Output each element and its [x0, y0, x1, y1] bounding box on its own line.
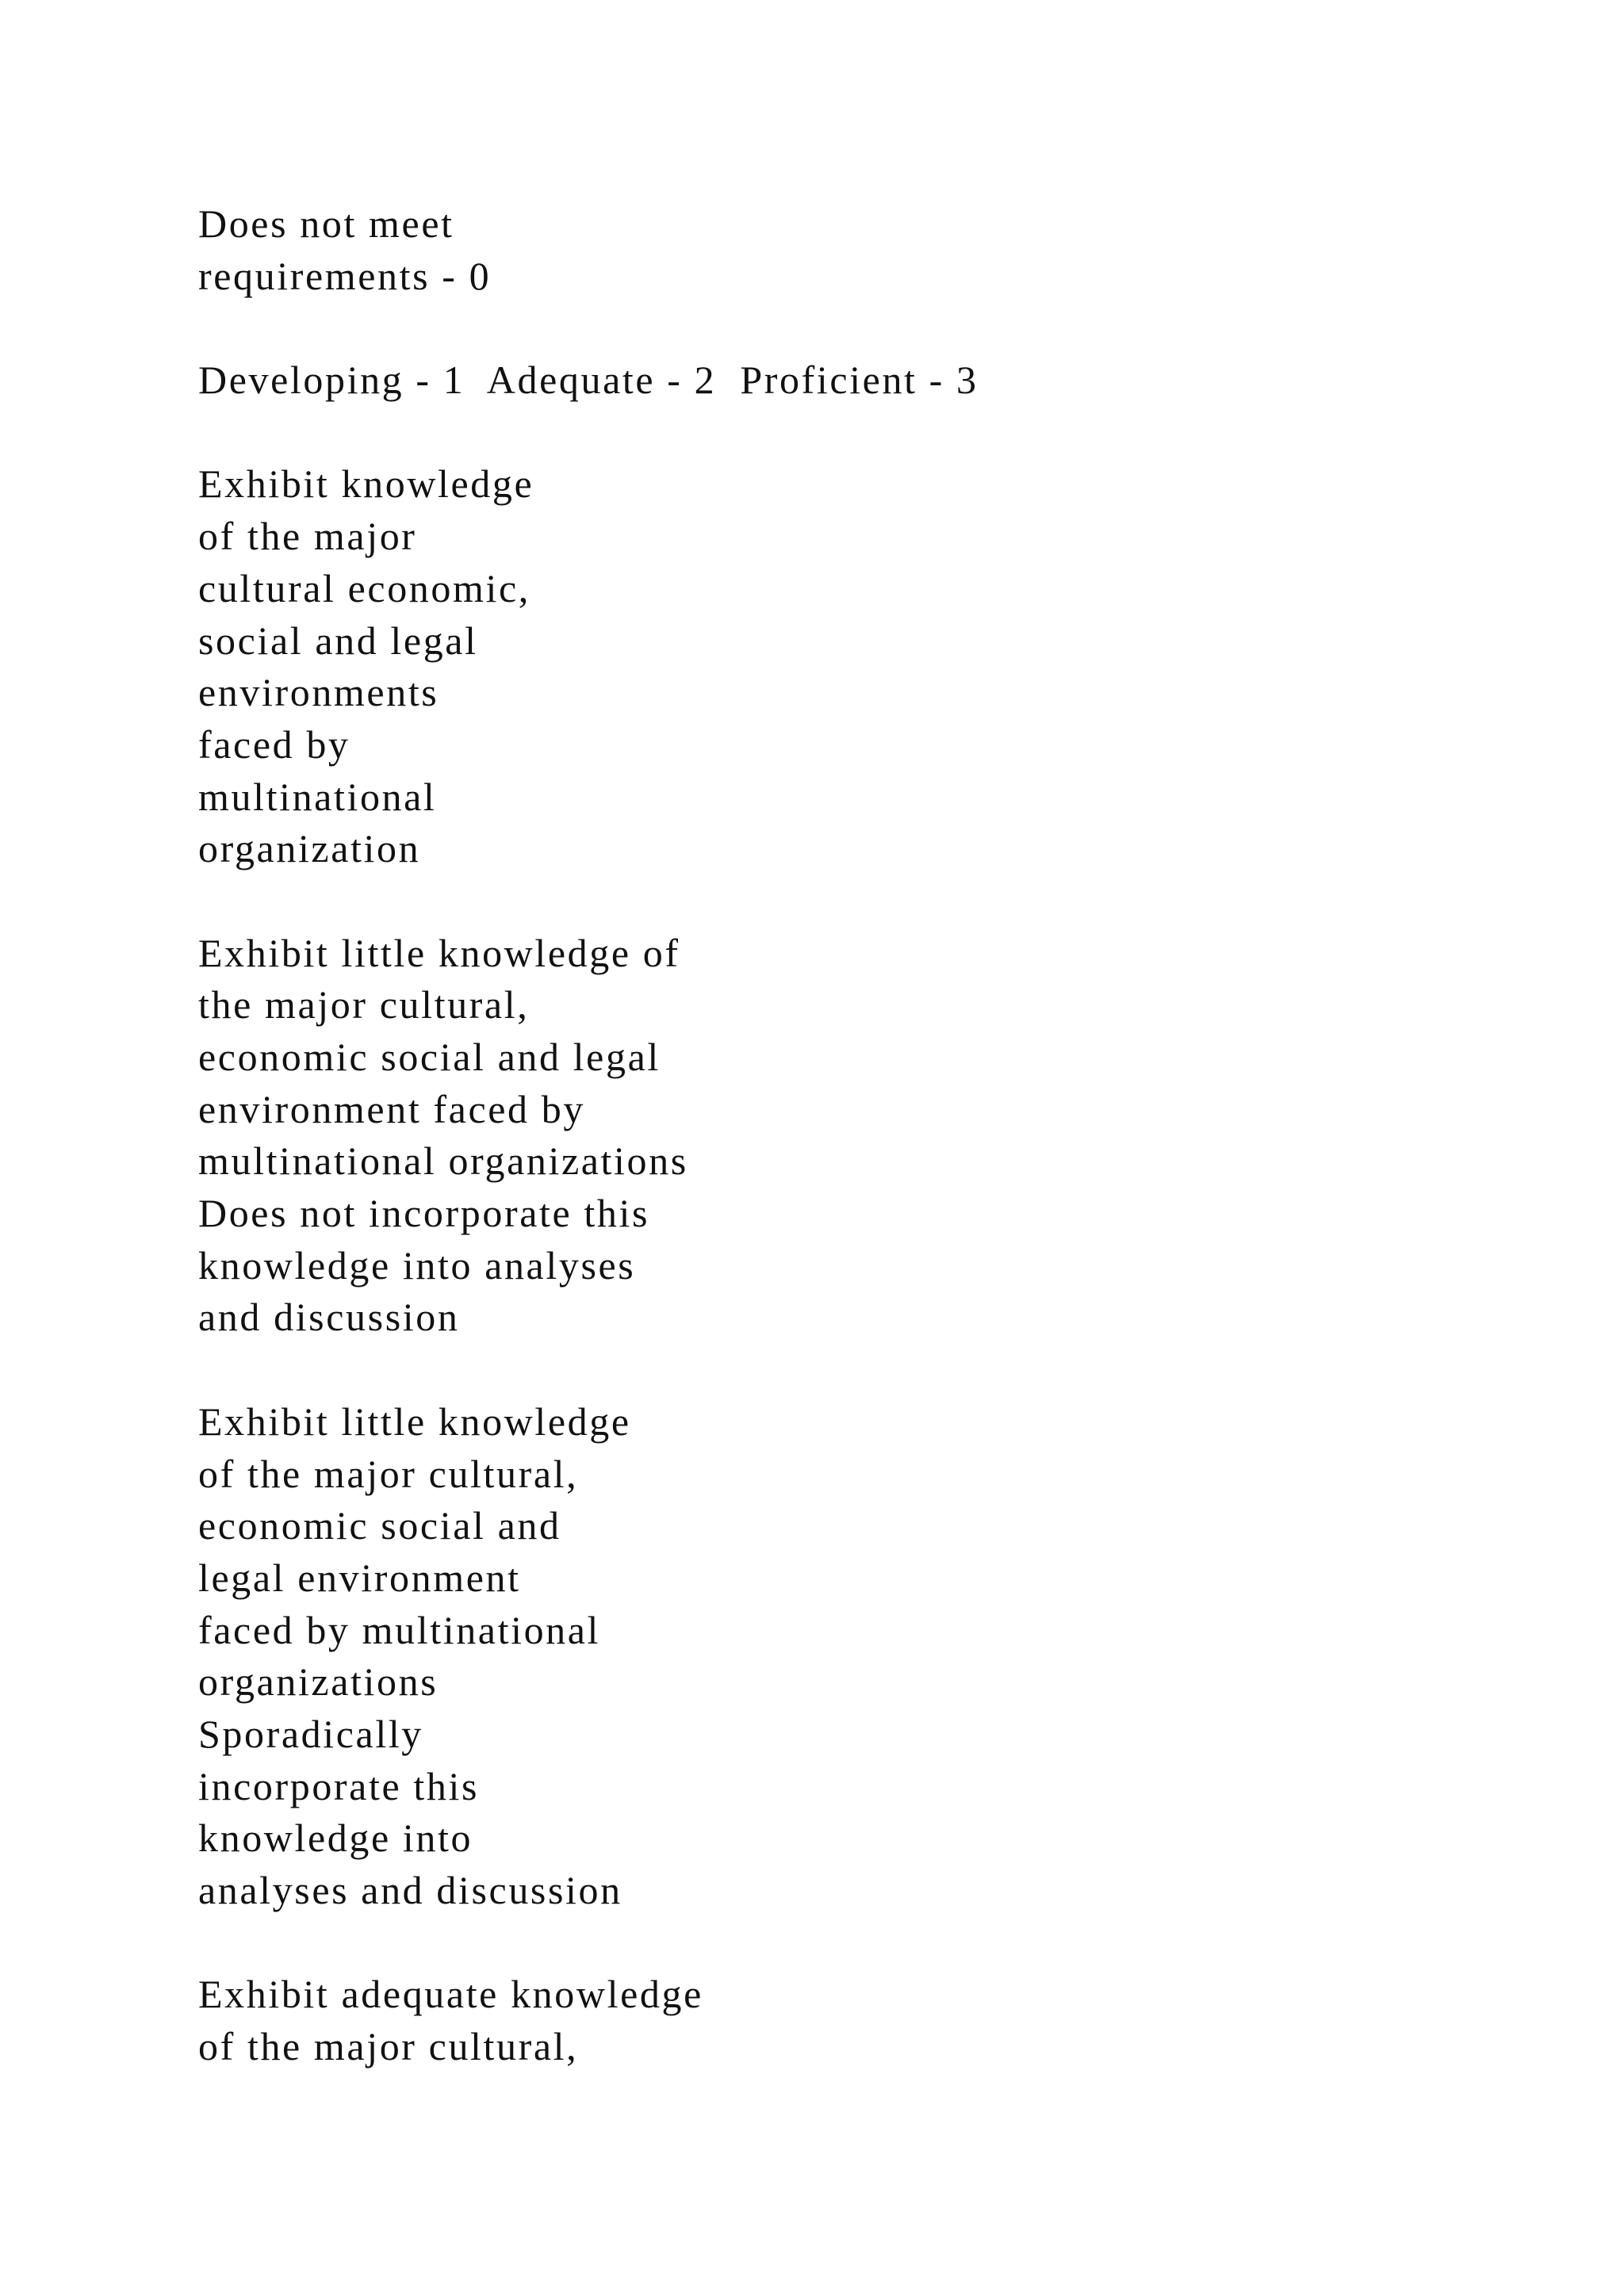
text-line: and discussion [198, 1295, 460, 1340]
text-line: economic social and legal [198, 1035, 661, 1079]
text-line: environment faced by [198, 1086, 585, 1131]
text-line: environments [198, 670, 439, 715]
rubric-description-developing [198, 1396, 1467, 1917]
text-line: Exhibit little knowledge [198, 1399, 631, 1444]
text-line: Exhibit knowledge [198, 461, 534, 507]
text-line: organizations [198, 1659, 439, 1705]
text-line: multinational [198, 774, 437, 819]
text-line: social and legal [198, 618, 478, 663]
text-line: organization [198, 826, 421, 871]
text-line: knowledge into [198, 1816, 473, 1861]
text-line: faced by multinational [198, 1607, 601, 1652]
text-line: Does not incorporate this [198, 1191, 650, 1236]
text-line: multinational organizations [198, 1138, 688, 1184]
rubric-description-does-not-meet [198, 928, 1467, 1345]
text-line: of the major [198, 514, 417, 559]
rubric-level-headers [198, 354, 1467, 407]
document-body [198, 198, 1467, 2073]
text-line: analyses and discussion [198, 1868, 622, 1912]
text-line: Exhibit little knowledge of [198, 930, 680, 975]
text-line: incorporate this [198, 1763, 480, 1808]
text-line: of the major cultural, [198, 1451, 579, 1496]
text-line: Does not meet [198, 201, 454, 246]
text-line: of the major cultural, [198, 2024, 579, 2069]
text-line: Exhibit adequate knowledge [198, 1972, 703, 2017]
text-line: requirements - 0 [198, 253, 492, 298]
rubric-criterion [198, 458, 1467, 875]
text-line: legal environment [198, 1555, 521, 1600]
text-line: the major cultural, [198, 982, 530, 1027]
text-line: Sporadically [198, 1711, 423, 1756]
text-line: cultural economic, [198, 565, 530, 610]
rubric-description-adequate [198, 1969, 1467, 2072]
text-line: Developing - 1 Adequate - 2 Proficient - 3 [198, 358, 979, 403]
text-line: economic social and [198, 1503, 561, 1548]
rubric-level-header-does-not-meet [198, 198, 1467, 302]
text-line: knowledge into analyses [198, 1242, 636, 1288]
text-line: faced by [198, 721, 350, 767]
